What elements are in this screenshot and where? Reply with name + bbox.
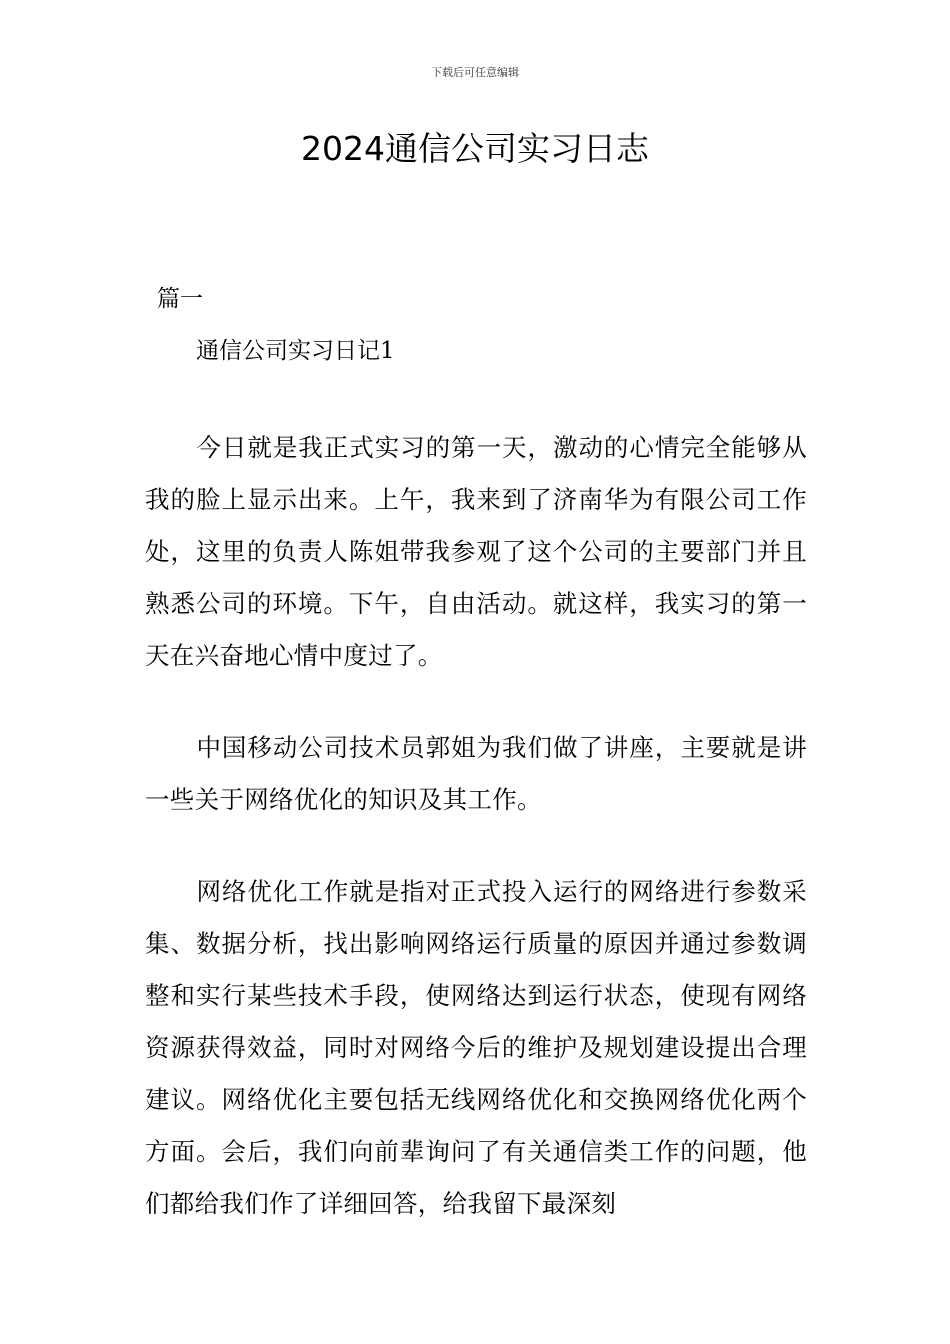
entry-title: 通信公司实习日记1 (196, 338, 395, 364)
document-title: 2024通信公司实习日志 (301, 129, 649, 168)
paragraph-2: 中国移动公司技术员郭姐为我们做了讲座，主要就是讲一些关于网络优化的知识及其工作。 (145, 733, 807, 814)
paragraph-1: 今日就是我正式实习的第一天，激动的心情完全能够从我的脸上显示出来。上午，我来到了济南华为有限公司工作处，这里的负责人陈姐带我参观了这个公司的主要部门并且熟悉公司的环境。下午，自由活动。就这样，我实习的第一天在兴奋地心情中度过了。 (145, 433, 807, 670)
section-label: 篇一 (157, 286, 203, 312)
paragraph-3: 网络优化工作就是指对正式投入运行的网络进行参数采集、数据分析，找出影响网络运行质量的原因并通过参数调整和实行某些技术手段，使网络达到运行状态，使现有网络资源获得效益，同时对网络今后的维护及规划建设提出合理建议。网络优化主要包括无线网络优化和交换网络优化两个方面。会后，我们向前辈询问了有关通信类工作的问题，他们都给我们作了详细回答，给我留下最深刻 (145, 877, 807, 1218)
header-note: 下载后可任意编辑 (431, 66, 519, 79)
